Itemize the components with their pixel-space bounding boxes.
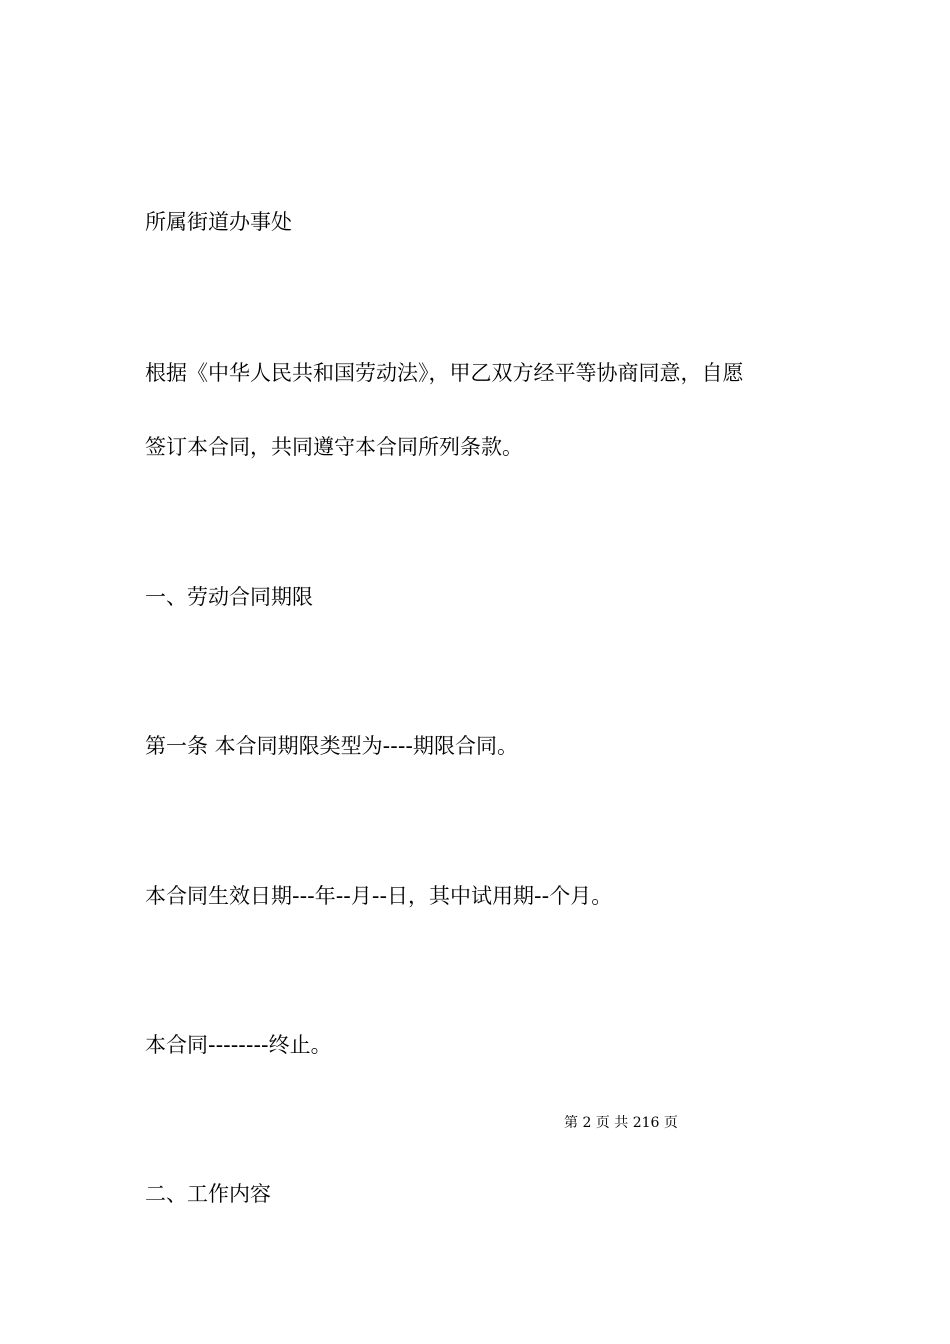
termination-line: 本合同--------终止。 (145, 1033, 332, 1057)
page-number-footer: 第 2 页 共 216 页 (564, 1115, 678, 1131)
section-heading-contract-term: 一、劳动合同期限 (145, 585, 313, 609)
effective-date-line: 本合同生效日期---年--月--日，其中试用期--个月。 (145, 884, 613, 908)
intro-paragraph-line-1: 根据《中华人民共和国劳动法》，甲乙双方经平等协商同意，自愿 (145, 361, 744, 385)
section-heading-work-content: 二、工作内容 (145, 1182, 271, 1206)
intro-paragraph-line-2: 签订本合同，共同遵守本合同所列条款。 (145, 435, 523, 459)
article-one-line: 第一条 本合同期限类型为----期限合同。 (145, 734, 518, 758)
sub-district-office-line: 所属街道办事处 (145, 210, 292, 234)
